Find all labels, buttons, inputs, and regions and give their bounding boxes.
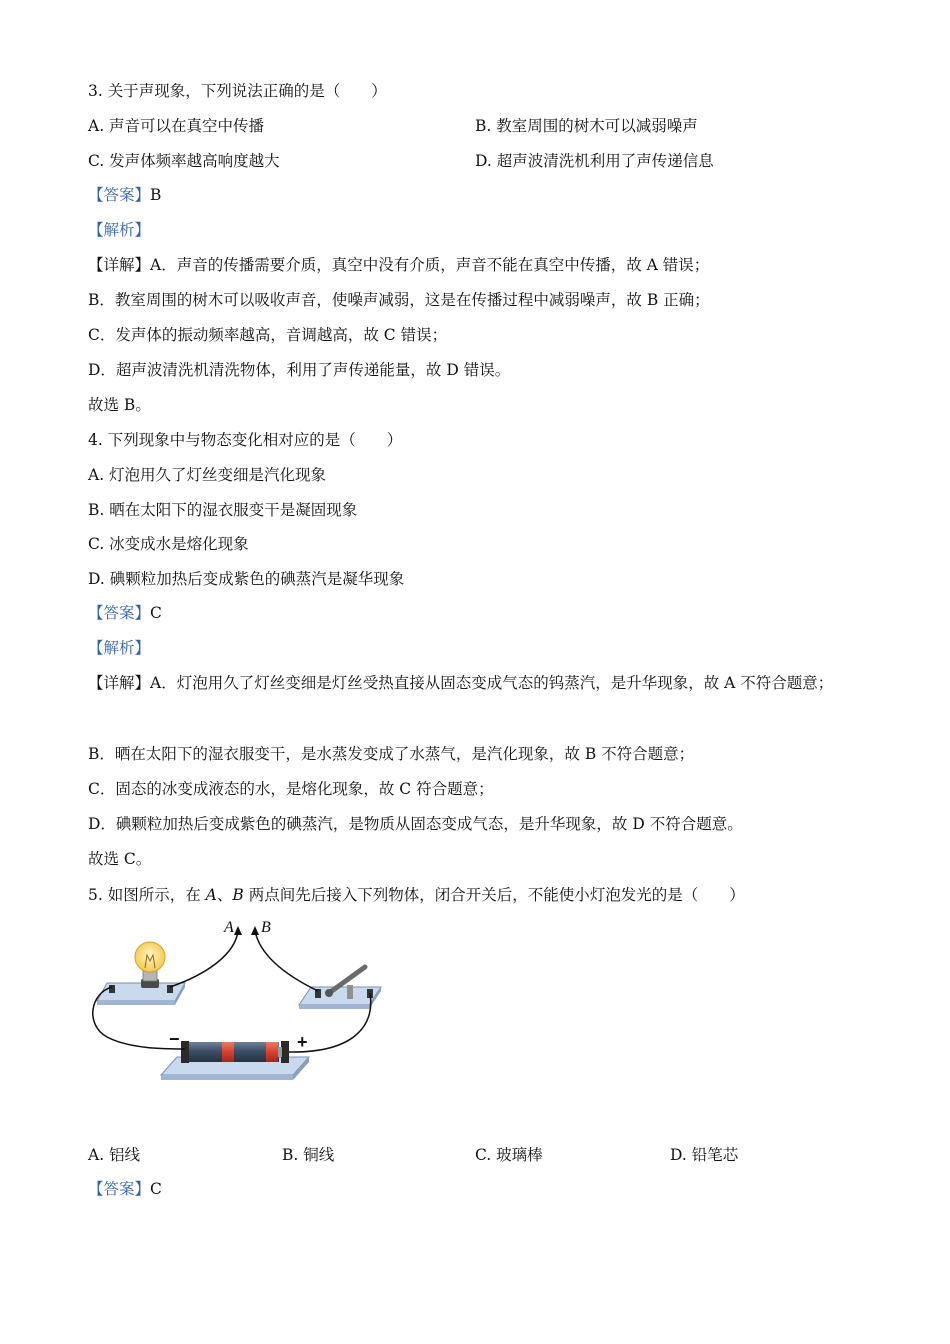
q4-detail-c: C．固态的冰变成液态的水，是熔化现象，故 C 符合题意；: [88, 780, 494, 798]
analysis-tag: 【解析】: [88, 639, 151, 657]
detail-tag: 【详解】: [88, 256, 151, 274]
q4-detail-d: D．碘颗粒加热后变成紫色的碘蒸汽，是物质从固态变成气态，是升华现象，故 D 不符合题意。: [88, 815, 743, 833]
q4-option-a: A. 灯泡用久了灯丝变细是汽化现象: [88, 466, 327, 484]
detail-tag: 【详解】: [88, 674, 151, 692]
q3-analysis-tag: [88, 219, 150, 241]
answer-value: C: [150, 1180, 162, 1198]
answer-value: B: [150, 186, 162, 204]
q4-detail-b: B．晒在太阳下的湿衣服变干，是水蒸发变成了水蒸气，是汽化现象，故 B 不符合题意；: [88, 745, 695, 763]
q4-answer: [88, 602, 162, 624]
q3-detail-a: [88, 254, 709, 276]
circuit-svg: [85, 915, 395, 1085]
q3-option-b: B. 教室周围的树木可以减弱噪声: [475, 117, 698, 135]
q5-option-a: A. 铝线: [88, 1146, 141, 1164]
label-a: A: [224, 919, 234, 936]
analysis-tag: 【解析】: [88, 221, 151, 239]
minus-sign: −: [169, 1029, 180, 1049]
q3-option-c: C. 发声体频率越高响度越大: [88, 152, 280, 170]
label-b: B: [261, 919, 271, 936]
separator: 、: [216, 886, 233, 904]
q4-option-b: B. 晒在太阳下的湿衣服变干是凝固现象: [88, 501, 358, 519]
battery-terminal-pos: [281, 1041, 289, 1063]
q3-option-a: A. 声音可以在真空中传播: [88, 117, 265, 135]
wire-b-switch: [255, 931, 318, 991]
q5-stem: [88, 884, 745, 906]
q3-stem: 3. 关于声现象，下列说法正确的是（ ）: [88, 82, 387, 100]
q3-option-d: D. 超声波清洗机利用了声传递信息: [475, 152, 714, 170]
arrow-a-icon: [234, 926, 242, 935]
battery-terminal-neg: [181, 1041, 189, 1063]
q3-detail-b: B．教室周围的树木可以吸收声音，使噪声减弱，这是在传播过程中减弱噪声，故 B 正确；: [88, 291, 710, 309]
plus-sign: +: [297, 1032, 308, 1052]
detail-text: A．声音的传播需要介质，真空中没有介质，声音不能在真空中传播，故 A 错误；: [150, 256, 710, 274]
stem-text: 5. 如图所示，在: [88, 886, 206, 904]
answer-tag: 【答案】: [88, 186, 151, 204]
q4-option-c: C. 冰变成水是熔化现象: [88, 535, 249, 553]
circuit-diagram: [85, 915, 395, 1085]
q3-detail-c: C．发声体的振动频率越高，音调越高，故 C 错误；: [88, 326, 448, 344]
q5-option-b: B. 铜线: [282, 1146, 335, 1164]
wire-lamp-a: [170, 931, 238, 987]
q4-conclusion: 故选 C。: [88, 850, 152, 868]
stem-text: 两点间先后接入下列物体，闭合开关后，不能使小灯泡发光的是（ ）: [243, 886, 745, 904]
answer-tag: 【答案】: [88, 604, 151, 622]
answer-value: C: [150, 604, 162, 622]
q4-analysis-tag: [88, 637, 150, 659]
q5-option-d: D. 铅笔芯: [670, 1146, 739, 1164]
q5-option-c: C. 玻璃棒: [475, 1146, 543, 1164]
q4-stem: 4. 下列现象中与物态变化相对应的是（ ）: [88, 431, 403, 449]
q3-detail-d: D．超声波清洗机清洗物体，利用了声传递能量，故 D 错误。: [88, 361, 511, 379]
arrow-b-icon: [251, 926, 259, 935]
answer-tag: 【答案】: [88, 1180, 151, 1198]
lamp-terminal-left: [109, 985, 115, 993]
q4-detail-a: [88, 666, 868, 701]
q5-answer: [88, 1178, 162, 1200]
q3-conclusion: 故选 B。: [88, 396, 151, 414]
lightbulb-icon: [135, 942, 165, 988]
battery-icon: [189, 1042, 282, 1062]
q4-option-d: D. 碘颗粒加热后变成紫色的碘蒸汽是凝华现象: [88, 570, 405, 588]
point-a: A: [205, 886, 217, 904]
q3-answer: [88, 184, 161, 206]
detail-text: A．灯泡用久了灯丝变细是灯丝受热直接从固态变成气态的钨蒸汽，是升华现象，故 A 不符合题意；: [150, 674, 834, 692]
point-b: B: [232, 886, 244, 904]
